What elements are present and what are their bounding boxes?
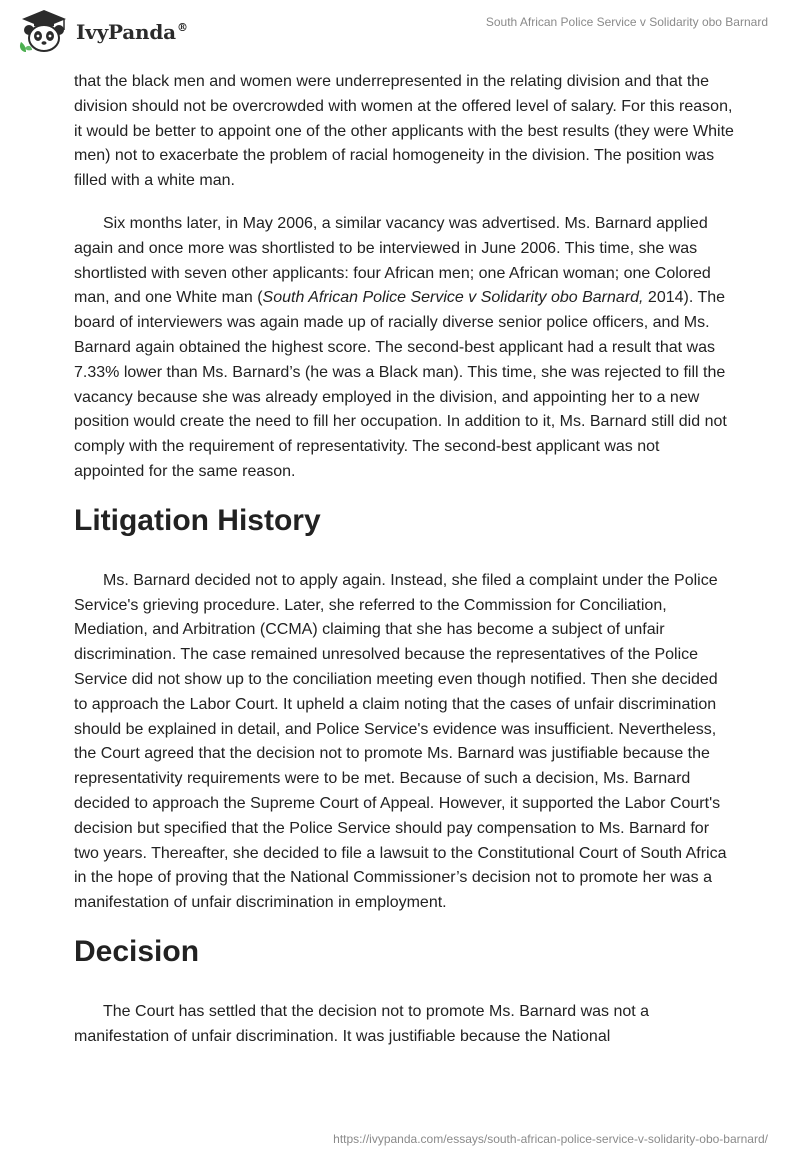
source-url[interactable]: https://ivypanda.com/essays/south-african-police-service-v-solidarity-obo-barnard/ (333, 1132, 768, 1146)
paragraph-litigation: Ms. Barnard decided not to apply again. Instead, she filed a complaint under the Police Service's grieving procedure. Later, she referred to the Commission for Conciliation, Mediation, and Arbitration (CCMA) claiming that she has become a subject of unfair discrimination. The case remained unresolved because the representatives of the Police Service did not show up to the conciliation meeting even though notified. Then she decided to approach the Labor Court. It upheld a claim noting that the cases of unfair discrimination should be explained in detail, and Police Service's evidence was insufficient. Nevertheless, the Court agreed that the decision not to promote Ms. Barnard was justifiable because the representativity requirements were to be met. Because of such a decision, Ms. Barnard decided to approach the Supreme Court of Appeal. However, it supported the Labor Court's decision but specified that the Police Service should pay compensation to Ms. Barnard for two years. Thereafter, she decided to file a lawsuit to the Constitutional Court of South Africa in the hope of proving that the National Commissioner’s decision not to promote her was a manifestation of unfair discrimination in employment. (74, 571, 727, 912)
brand-logo[interactable] (16, 8, 188, 54)
essay-content (74, 70, 734, 1050)
case-citation: South African Police Service v Solidarity obo Barnard, (262, 289, 644, 307)
paragraph-decision: The Court has settled that the decision not to promote Ms. Barnard was not a manifestation of unfair discrimination. It was justifiable because the National (74, 1002, 650, 1045)
page-header (0, 0, 800, 70)
paragraph-second-vacancy: Six months later, in May 2006, a similar vacancy was advertised. Ms. Barnard applied again and once more was shortlisted to be interviewed in June 2006. This time, she was shortlisted with seven other applicants: four African men; one African woman; one Colored man, and one White man (South African Police Service v Solidarity obo Barnard, 2014). The board of interviewers was again made up of racially diverse senior police officers, and Ms. Barnard again obtained the highest score. The second-best applicant had a result that was 7.33% lower than Ms. Barnard’s (he was a Black man). This time, she was rejected to fill the vacancy because she was already employed in the division, and appointing her to a new position would create the need to fill her occupation. In addition to it, Ms. Barnard still did not comply with the requirement of representativity. The second-best applicant was not appointed for the same reason. (74, 214, 727, 480)
heading-decision: Decision (74, 934, 200, 968)
paragraph-continuation: that the black men and women were underrepresented in the relating division and that the division should not be overcrowded with women at the offered level of salary. For this reason, it would be better to appoint one of the other applicants with the best results (they were White men) not to exacerbate the problem of racial homogeneity in the division. The position was filled with a white man. (74, 73, 734, 190)
document-title: South African Police Service v Solidarity obo Barnard (485, 15, 768, 29)
panda-graduate-icon (16, 8, 72, 54)
heading-litigation-history: Litigation History (74, 503, 321, 537)
brand-name: IvyPanda® (76, 20, 188, 44)
